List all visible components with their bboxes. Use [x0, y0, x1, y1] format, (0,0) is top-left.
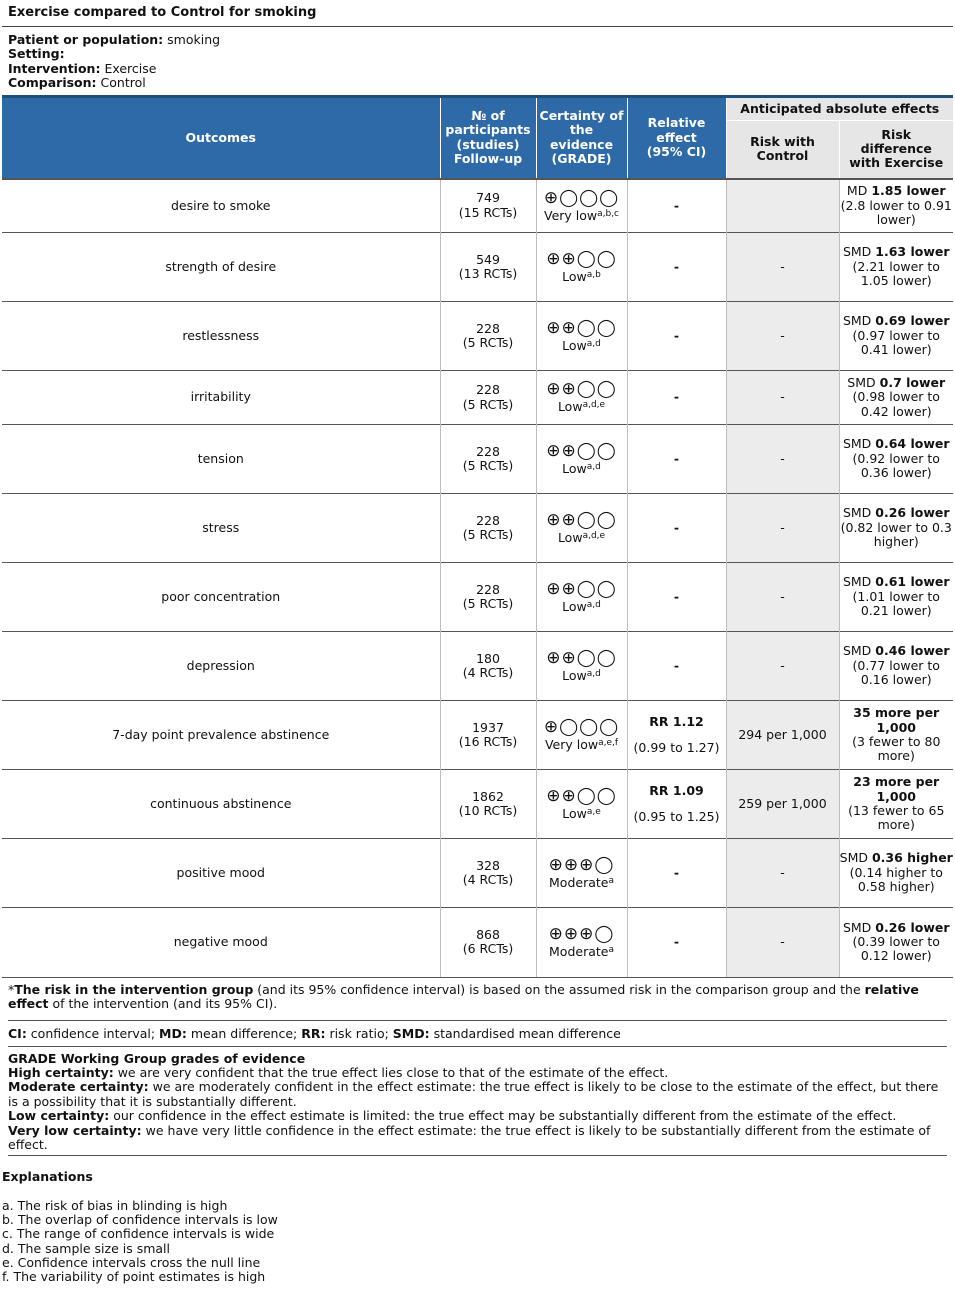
cell-outcome: tension — [2, 425, 440, 494]
cell-relative-effect: - — [627, 632, 726, 701]
cell-relative-effect: - — [627, 233, 726, 302]
cell-risk-control: - — [726, 563, 839, 632]
cell-risk-control: - — [726, 371, 839, 425]
cell-risk-control: - — [726, 302, 839, 371]
cell-participants: 228 (5 RCTs) — [440, 563, 536, 632]
cell-risk-difference: 35 more per 1,000 (3 fewer to 80 more) — [839, 701, 953, 770]
cell-relative-effect: - — [627, 908, 726, 977]
summary-of-findings-table — [2, 95, 953, 977]
certainty-rating-icon: ⊕⊕◯◯ — [546, 647, 617, 668]
cell-participants: 228 (5 RCTs) — [440, 371, 536, 425]
cell-certainty: ⊕⊕◯◯ Low$^{a,d}$ — [536, 302, 627, 371]
cell-outcome: negative mood — [2, 908, 440, 977]
cell-risk-control: - — [726, 632, 839, 701]
cell-relative-effect: - — [627, 839, 726, 908]
cell-risk-difference: SMD 0.61 lower (1.01 lower to 0.21 lower) — [839, 563, 953, 632]
cell-risk-difference: SMD 0.64 lower (0.92 lower to 0.36 lower) — [839, 425, 953, 494]
cell-outcome: positive mood — [2, 839, 440, 908]
cell-certainty: ⊕⊕◯◯ Low$^{a,d,e}$ — [536, 371, 627, 425]
header-outcomes: Outcomes — [2, 97, 440, 179]
cell-participants: 180 (4 RCTs) — [440, 632, 536, 701]
table-row — [2, 563, 953, 632]
certainty-rating-icon: ⊕◯◯◯ — [543, 187, 620, 208]
table-row — [2, 233, 953, 302]
table-row — [2, 302, 953, 371]
grade-low: Low certainty: our confidence in the effect estimate is limited: the true effect may be substantially different from the estimate of the effect. — [8, 1108, 897, 1124]
cell-risk-difference: SMD 0.26 lower (0.39 lower to 0.12 lower) — [839, 908, 953, 977]
certainty-rating-icon: ⊕◯◯◯ — [543, 716, 620, 737]
cell-participants: 228 (5 RCTs) — [440, 302, 536, 371]
header-anticipated-effects: Anticipated absolute effects — [726, 97, 953, 121]
certainty-rating-icon: ⊕⊕◯◯ — [546, 785, 617, 806]
certainty-rating-icon: ⊕⊕◯◯ — [546, 509, 617, 530]
cell-risk-difference: SMD 0.7 lower (0.98 lower to 0.42 lower) — [839, 371, 953, 425]
cell-risk-control — [726, 179, 839, 233]
table-row — [2, 179, 953, 233]
header-participants: № of participants (studies) Follow-up — [440, 97, 536, 179]
cell-risk-difference: SMD 1.63 lower (2.21 lower to 1.05 lower) — [839, 233, 953, 302]
explanation-item: e. Confidence intervals cross the null line — [2, 1255, 261, 1271]
cell-risk-difference: SMD 0.36 higher (0.14 higher to 0.58 higher) — [839, 839, 953, 908]
cell-participants: 1862 (10 RCTs) — [440, 770, 536, 839]
cell-outcome: poor concentration — [2, 563, 440, 632]
grade-very-low: Very low certainty: we have very little confidence in the effect estimate: the true effect is likely to be substantially different from the estimate of effect. — [8, 1122, 931, 1152]
explanation-item: f. The variability of point estimates is high — [2, 1269, 266, 1285]
header-risk-difference: Risk difference with Exercise — [839, 121, 953, 179]
cell-outcome: irritability — [2, 371, 440, 425]
header-risk-control: Risk with Control — [726, 121, 839, 179]
explanation-item: c. The range of confidence intervals is wide — [2, 1226, 275, 1242]
explanation-item: b. The overlap of confidence intervals is low — [2, 1211, 278, 1227]
certainty-rating-icon: ⊕⊕⊕◯ — [548, 854, 615, 875]
table-row — [2, 632, 953, 701]
cell-relative-effect: RR 1.09 (0.95 to 1.25) — [627, 770, 726, 839]
cell-certainty: ⊕⊕⊕◯ Moderate$^a$ — [536, 908, 627, 977]
explanations-title: Explanations — [2, 1168, 93, 1184]
cell-risk-difference: SMD 0.69 lower (0.97 lower to 0.41 lower) — [839, 302, 953, 371]
cell-outcome: continuous abstinence — [2, 770, 440, 839]
table-row — [2, 908, 953, 977]
table-row — [2, 839, 953, 908]
explanation-item: a. The risk of bias in blinding is high — [2, 1197, 228, 1213]
table-row — [2, 425, 953, 494]
explanations — [2, 1156, 953, 1285]
cell-outcome: depression — [2, 632, 440, 701]
cell-risk-control: - — [726, 494, 839, 563]
table-title: Exercise compared to Control for smoking — [2, 0, 953, 27]
cell-outcome: restlessness — [2, 302, 440, 371]
cell-certainty: ⊕◯◯◯ Very low$^{a,e,f}$ — [536, 701, 627, 770]
meta-population: Patient or population: smoking — [8, 32, 221, 47]
cell-certainty: ⊕⊕⊕◯ Moderate$^a$ — [536, 839, 627, 908]
cell-relative-effect: - — [627, 494, 726, 563]
certainty-rating-icon: ⊕⊕◯◯ — [546, 248, 617, 269]
cell-relative-effect: - — [627, 302, 726, 371]
grade-definitions — [8, 1046, 947, 1156]
cell-certainty: ⊕⊕◯◯ Low$^{a,b}$ — [536, 233, 627, 302]
cell-relative-effect: - — [627, 425, 726, 494]
cell-relative-effect: - — [627, 179, 726, 233]
grade-moderate: Moderate certainty: we are moderately confident in the effect estimate: the true effect is likely to be close to the estimate of the effect, but there is a possibility that it is substantially different. — [8, 1079, 939, 1109]
cell-outcome: 7-day point prevalence abstinence — [2, 701, 440, 770]
cell-participants: 749 (15 RCTs) — [440, 179, 536, 233]
certainty-rating-icon: ⊕⊕◯◯ — [546, 379, 617, 400]
header-relative-effect: Relative effect (95% CI) — [627, 97, 726, 179]
table-row — [2, 494, 953, 563]
table-row — [2, 701, 953, 770]
table-row — [2, 371, 953, 425]
cell-risk-difference: MD 1.85 lower (2.8 lower to 0.91 lower) — [839, 179, 953, 233]
cell-certainty: ⊕⊕◯◯ Low$^{a,d}$ — [536, 425, 627, 494]
certainty-rating-icon: ⊕⊕◯◯ — [546, 317, 617, 338]
cell-certainty: ⊕⊕◯◯ Low$^{a,d}$ — [536, 563, 627, 632]
cell-risk-control: 294 per 1,000 — [726, 701, 839, 770]
table-body — [2, 179, 953, 977]
meta-comparison: Comparison: Control — [8, 75, 146, 91]
cell-risk-control: - — [726, 425, 839, 494]
cell-certainty: ⊕◯◯◯ Very low$^{a,b,c}$ — [536, 179, 627, 233]
table-row — [2, 770, 953, 839]
cell-risk-difference: 23 more per 1,000 (13 fewer to 65 more) — [839, 770, 953, 839]
meta-setting: Setting: — [8, 46, 65, 62]
footnote-risk: *The risk in the intervention group (and its 95% confidence interval) is based on the assumed risk in the comparison group and the relative effect of the intervention (and its 95% CI). — [8, 981, 919, 1011]
cell-participants: 328 (4 RCTs) — [440, 839, 536, 908]
cell-risk-control: - — [726, 233, 839, 302]
cell-outcome: desire to smoke — [2, 179, 440, 233]
cell-risk-difference: SMD 0.26 lower (0.82 lower to 0.3 higher) — [839, 494, 953, 563]
cell-risk-control: 259 per 1,000 — [726, 770, 839, 839]
footnote-abbreviations: CI: confidence interval; MD: mean difference; RR: risk ratio; SMD: standardised mean difference — [8, 1020, 947, 1046]
cell-relative-effect: RR 1.12 (0.99 to 1.27) — [627, 701, 726, 770]
table-meta — [2, 27, 953, 95]
cell-certainty: ⊕⊕◯◯ Low$^{a,d}$ — [536, 632, 627, 701]
explanation-item: d. The sample size is small — [2, 1240, 170, 1256]
cell-participants: 228 (5 RCTs) — [440, 425, 536, 494]
cell-risk-control: - — [726, 839, 839, 908]
cell-certainty: ⊕⊕◯◯ Low$^{a,d,e}$ — [536, 494, 627, 563]
cell-risk-difference: SMD 0.46 lower (0.77 lower to 0.16 lower) — [839, 632, 953, 701]
cell-participants: 868 (6 RCTs) — [440, 908, 536, 977]
cell-outcome: stress — [2, 494, 440, 563]
certainty-rating-icon: ⊕⊕⊕◯ — [548, 924, 615, 945]
cell-relative-effect: - — [627, 371, 726, 425]
certainty-rating-icon: ⊕⊕◯◯ — [546, 578, 617, 599]
cell-outcome: strength of desire — [2, 233, 440, 302]
cell-certainty: ⊕⊕◯◯ Low$^{a,e}$ — [536, 770, 627, 839]
cell-participants: 228 (5 RCTs) — [440, 494, 536, 563]
cell-risk-control: - — [726, 908, 839, 977]
grade-high: High certainty: we are very confident that the true effect lies close to that of the estimate of the effect. — [8, 1064, 669, 1080]
meta-intervention: Intervention: Exercise — [8, 60, 157, 76]
cell-relative-effect: - — [627, 563, 726, 632]
cell-participants: 549 (13 RCTs) — [440, 233, 536, 302]
table-footnotes — [2, 977, 953, 1156]
cell-participants: 1937 (16 RCTs) — [440, 701, 536, 770]
header-certainty: Certainty of the evidence (GRADE) — [536, 97, 627, 179]
certainty-rating-icon: ⊕⊕◯◯ — [546, 440, 617, 461]
grade-title: GRADE Working Group grades of evidence — [8, 1050, 306, 1066]
